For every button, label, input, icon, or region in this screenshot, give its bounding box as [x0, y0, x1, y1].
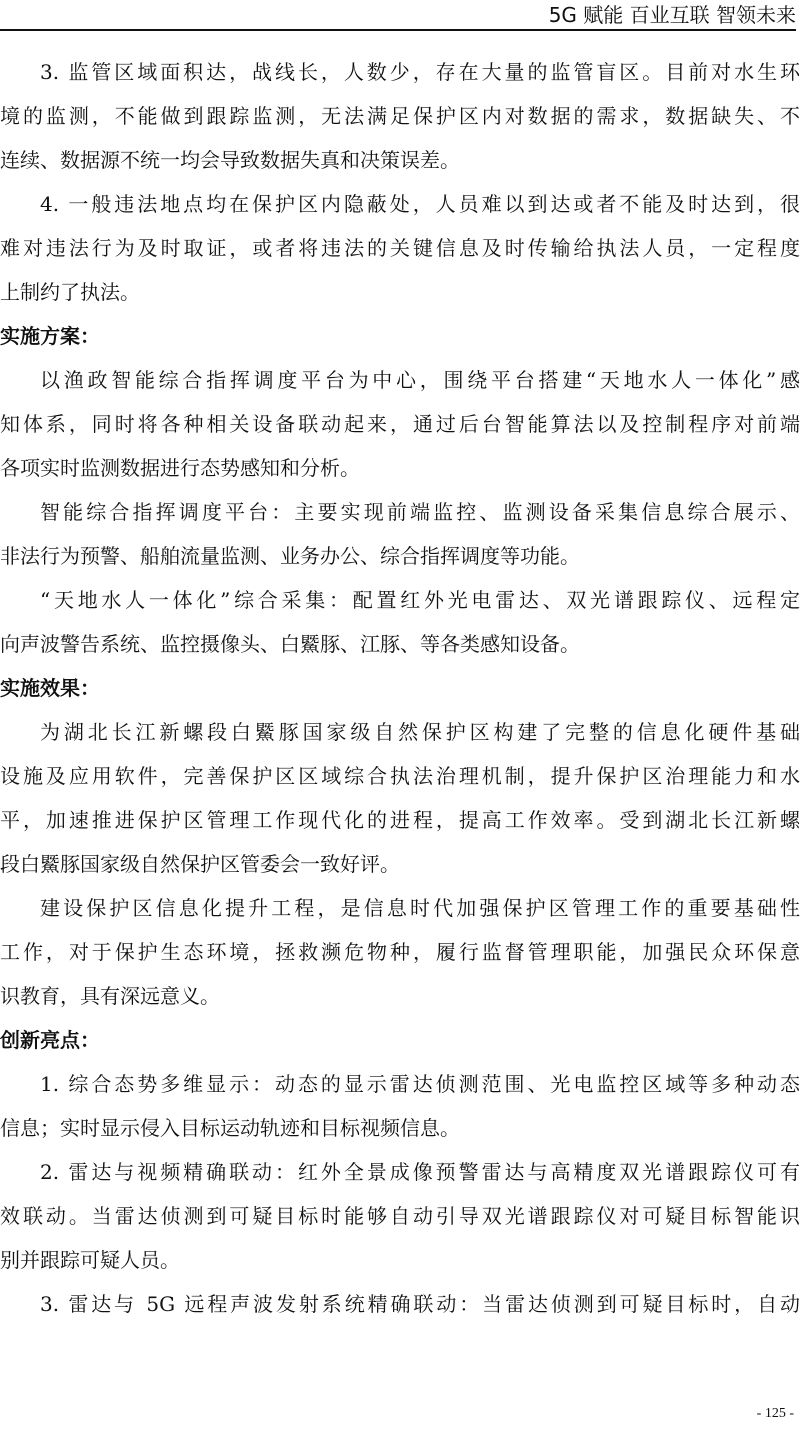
paragraph-effect-1 [0, 710, 800, 886]
text-line: “天地水人一体化”综合采集：配置红外光电雷达、双光谱跟踪仪、远程定 [40, 588, 800, 612]
text-line: 向声波警告系统、监控摄像头、白鱀豚、江豚、等各类感知设备。 [0, 632, 580, 656]
text-line: 别并跟踪可疑人员。 [0, 1248, 180, 1272]
text-line: 2. 雷达与视频精确联动：红外全景成像预警雷达与高精度双光谱跟踪仪可有 [40, 1160, 800, 1184]
header-rule [0, 29, 796, 31]
text-line: 连续、数据源不统一均会导致数据失真和决策误差。 [0, 148, 460, 172]
text-line: 识教育，具有深远意义。 [0, 984, 220, 1008]
text-line: 信息；实时显示侵入目标运动轨迹和目标视频信息。 [0, 1116, 460, 1140]
section-heading-innovation: 创新亮点： [0, 1028, 100, 1052]
text-line: 4. 一般违法地点均在保护区内隐蔽处，人员难以到达或者不能及时达到，很 [40, 192, 800, 216]
text-line: 难对违法行为及时取证，或者将违法的关键信息及时传输给执法人员，一定程度 [0, 236, 800, 260]
text-line: 以渔政智能综合指挥调度平台为中心，围绕平台搭建“天地水人一体化”感 [40, 368, 800, 392]
text-line: 知体系，同时将各种相关设备联动起来，通过后台智能算法以及控制程序对前端 [0, 412, 800, 436]
paragraph-innovation-2 [0, 1150, 800, 1282]
text-line: 建设保护区信息化提升工程，是信息时代加强保护区管理工作的重要基础性 [40, 896, 800, 920]
text-line: 上制约了执法。 [0, 280, 140, 304]
text-line: 工作，对于保护生态环境，拯救濒危物种，履行监督管理职能，加强民众环保意 [0, 940, 800, 964]
text-line: 段白鱀豚国家级自然保护区管委会一致好评。 [0, 852, 400, 876]
text-line: 平，加速推进保护区管理工作现代化的进程，提高工作效率。受到湖北长江新螺 [0, 808, 800, 832]
paragraph-hidden-sites [0, 182, 800, 314]
text-line: 非法行为预警、船舶流量监测、业务办公、综合指挥调度等功能。 [0, 544, 580, 568]
text-line: 3. 监管区域面积达，战线长，人数少，存在大量的监管盲区。目前对水生环 [40, 60, 800, 84]
text-line: 境的监测，不能做到跟踪监测，无法满足保护区内对数据的需求，数据缺失、不 [0, 104, 800, 128]
text-line: 效联动。当雷达侦测到可疑目标时能够自动引导双光谱跟踪仪对可疑目标智能识 [0, 1204, 800, 1228]
section-heading-effect: 实施效果： [0, 676, 100, 700]
text-line: 设施及应用软件，完善保护区区域综合执法治理机制，提升保护区治理能力和水 [0, 764, 800, 788]
section-heading-plan: 实施方案： [0, 324, 100, 348]
text-line: 智能综合指挥调度平台：主要实现前端监控、监测设备采集信息综合展示、 [40, 500, 800, 524]
text-line: 各项实时监测数据进行态势感知和分析。 [0, 456, 360, 480]
paragraph-platform [0, 490, 800, 578]
text-line: 为湖北长江新螺段白鱀豚国家级自然保护区构建了完整的信息化硬件基础 [40, 720, 800, 744]
text-line: 1. 综合态势多维显示：动态的显示雷达侦测范围、光电监控区域等多种动态 [40, 1072, 800, 1096]
page-header [0, 0, 800, 34]
paragraph-collection [0, 578, 800, 666]
paragraph-innovation-3 [0, 1282, 800, 1326]
text-line: 3. 雷达与 5G 远程声波发射系统精确联动：当雷达侦测到可疑目标时，自动 [40, 1292, 800, 1316]
document-body [0, 50, 800, 1326]
header-title: 5G 赋能 百业互联 智领未来 [548, 3, 796, 27]
paragraph-monitoring-area [0, 50, 800, 182]
page-number: - 125 - [756, 1406, 794, 1421]
paragraph-plan-intro [0, 358, 800, 490]
paragraph-innovation-1 [0, 1062, 800, 1150]
paragraph-effect-2 [0, 886, 800, 1018]
